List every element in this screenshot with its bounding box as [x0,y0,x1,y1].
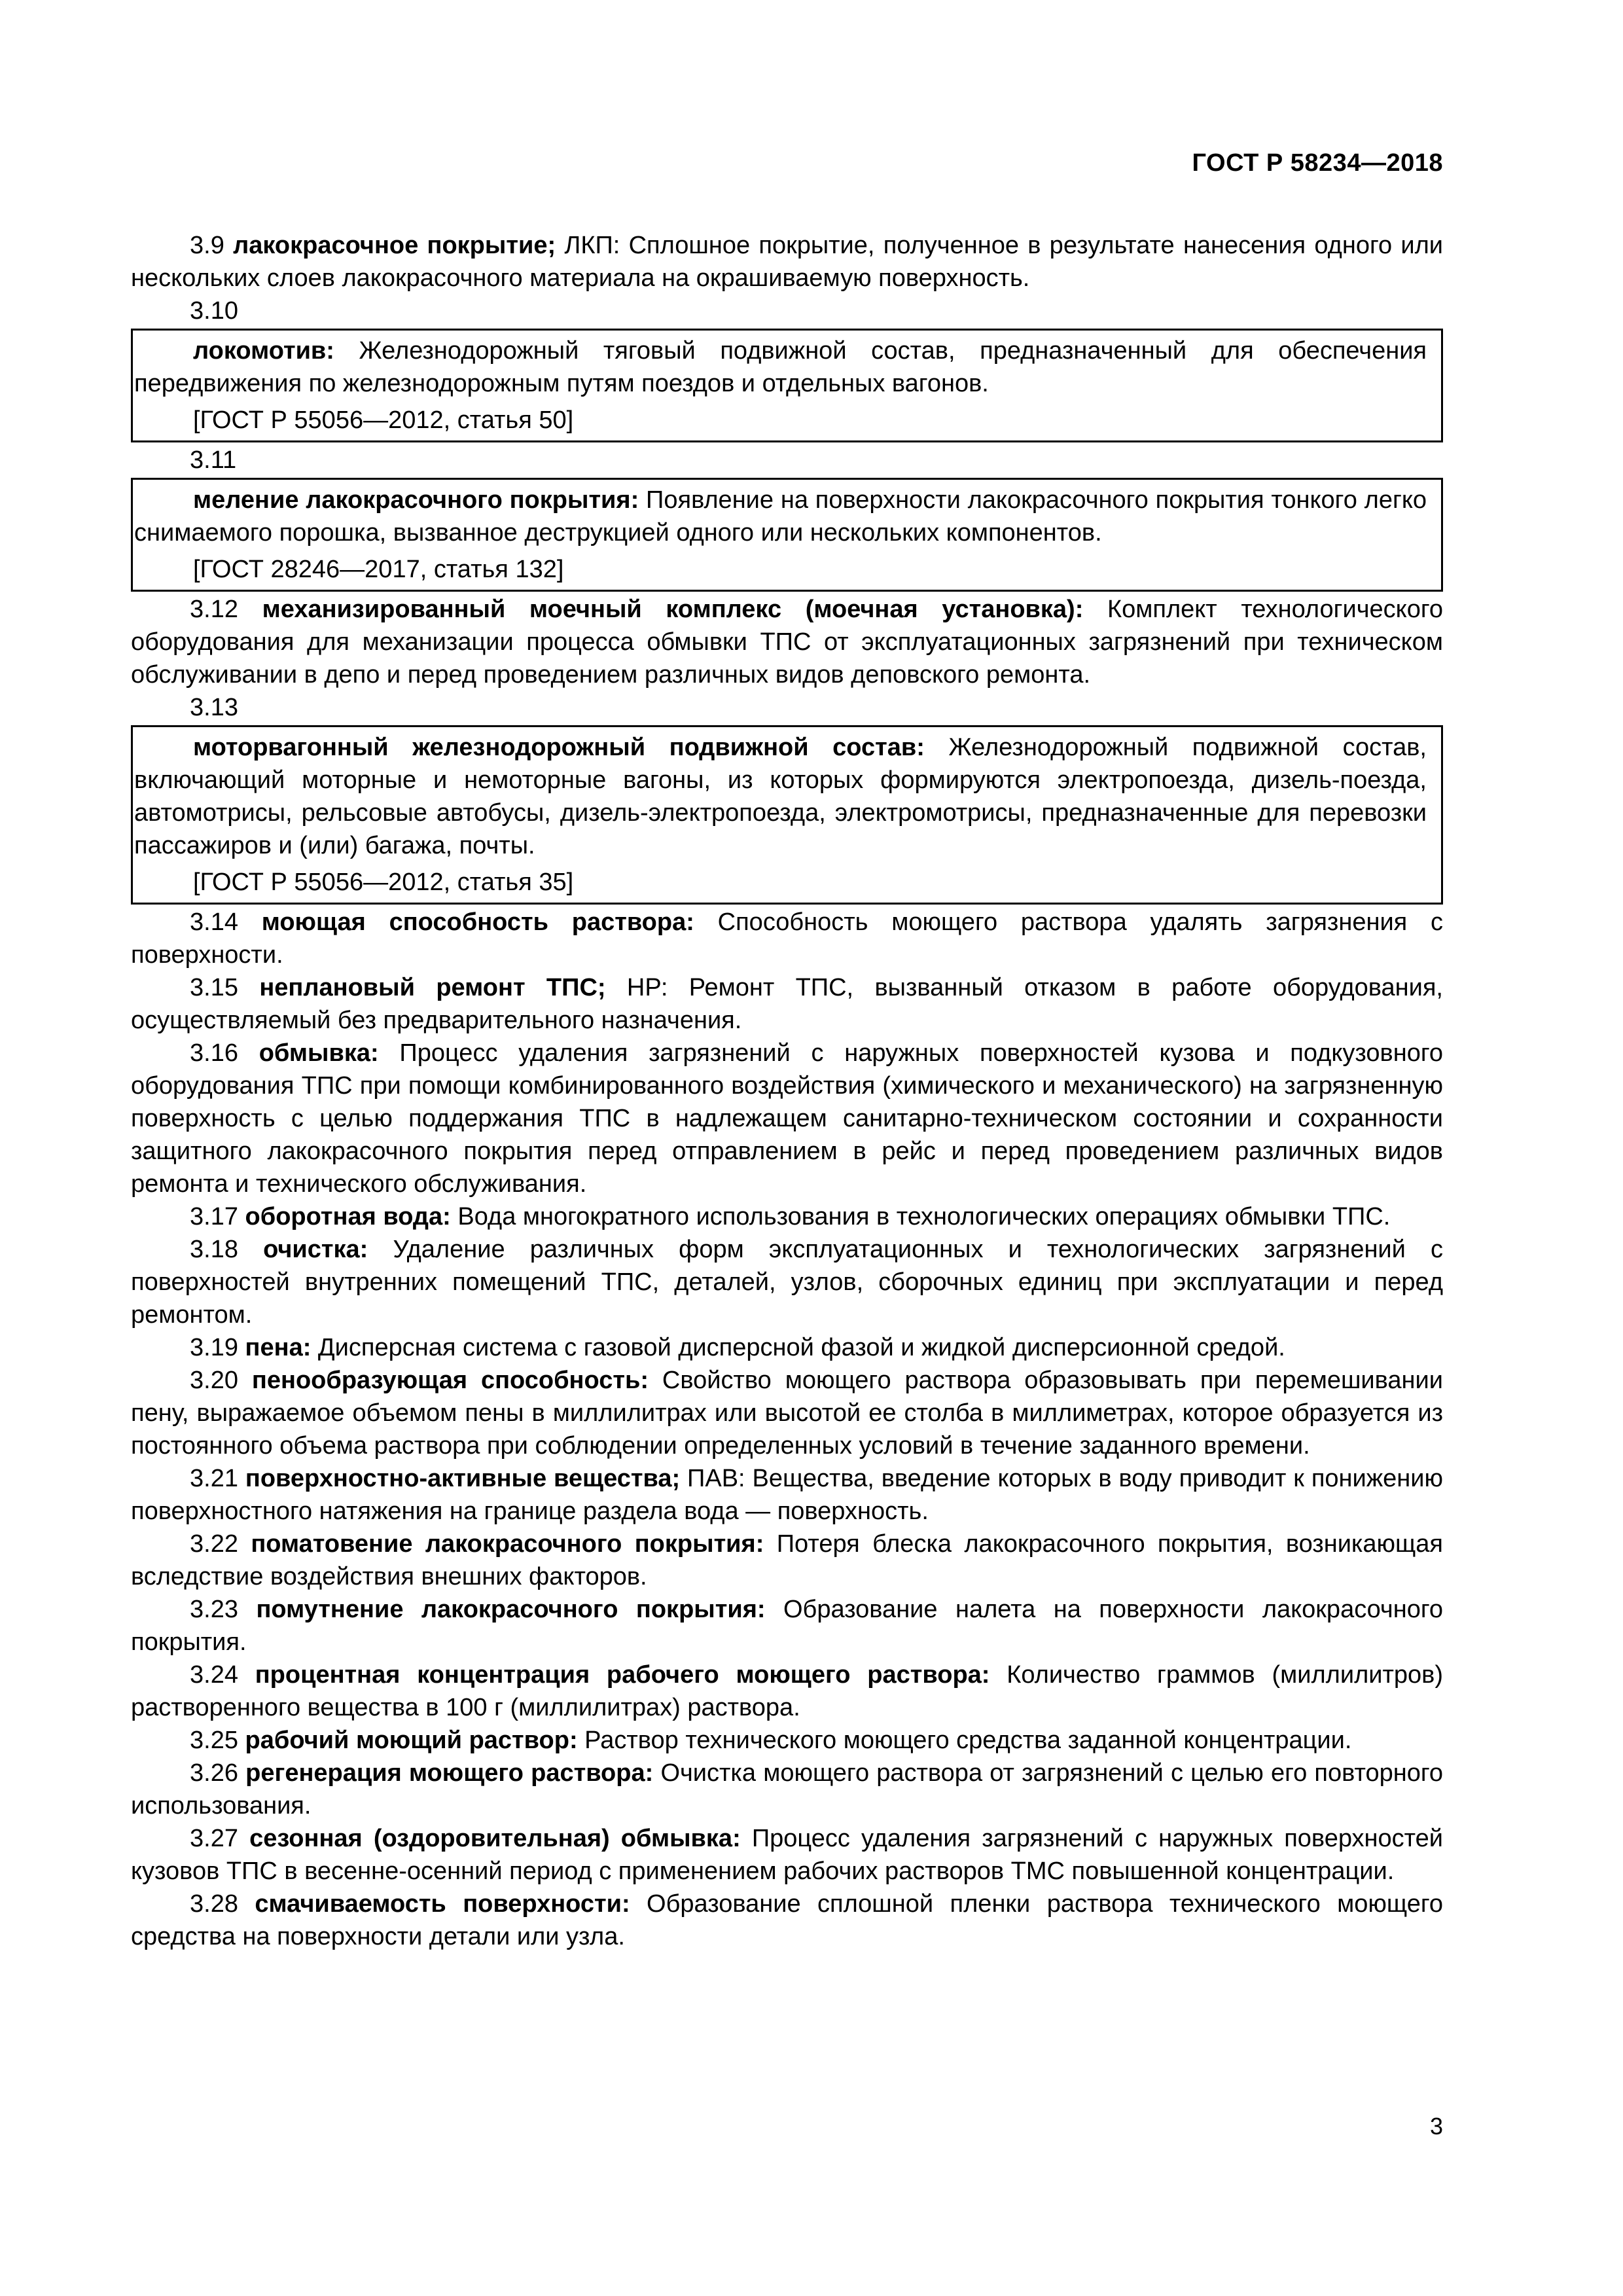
term-definition: ПАВ: Вещества, введение которых в воду приводит к понижению поверхностного натяжения на границе раздела вода — поверхность. [131,1465,1444,1525]
term-name: моторвагонный железнодорожный подвижной состав: [193,734,925,761]
term-definition: Вода многократного использования в технологических операциях обмывки ТПС. [450,1203,1391,1230]
term-entry [131,971,1443,1037]
term-name: механизированный моечный комплекс (моечная установка): [262,596,1084,623]
boxed-term-definition [131,329,1443,442]
term-number: 3.23 [190,1596,238,1623]
term-entry [131,1757,1443,1822]
term-name: неплановый ремонт ТПС; [259,974,606,1001]
term-entry [131,1593,1443,1659]
term-definition: ЛКП: Сплошное покрытие, полученное в результате нанесения одного или нескольких слоев лакокрасочного материала на окрашиваемую поверхность. [131,232,1444,292]
boxed-term-definition [131,478,1443,592]
term-definition: Образование налета на поверхности лакокрасочного покрытия. [131,1596,1444,1656]
term-definition: Появление на поверхности лакокрасочного покрытия тонкого легко снимаемого порошка, вызванное деструкцией одного или нескольких компонентов. [134,486,1427,547]
term-number: 3.15 [190,974,238,1001]
term-entry [131,906,1443,971]
term-name: очистка: [263,1236,368,1263]
term-entry-number-line [131,691,1443,724]
term-name: смачиваемость поверхности: [255,1890,630,1918]
term-definition: Раствор технического моющего средства заданной концентрации. [577,1727,1352,1754]
term-entry [131,1462,1443,1528]
term-number: 3.21 [190,1465,238,1492]
term-entry [131,1659,1443,1724]
term-number: 3.10 [190,297,238,325]
term-number: 3.26 [190,1759,238,1787]
term-number: 3.24 [190,1661,238,1689]
term-entry [131,1822,1443,1888]
term-number: 3.13 [190,694,238,721]
term-definition: Потеря блеска лакокрасочного покрытия, возникающая вследствие воздействия внешних факторов. [131,1530,1443,1590]
term-name: сезонная (оздоровительная) обмывка: [249,1825,741,1852]
term-number: 3.14 [190,908,238,936]
term-name: моющая способность раствора: [261,908,694,936]
term-entry [131,1037,1443,1200]
term-entry [131,1528,1443,1593]
term-number: 3.22 [190,1530,238,1558]
term-name: регенерация моющего раствора: [245,1759,654,1787]
term-number: 3.18 [190,1236,238,1263]
term-number: 3.28 [190,1890,238,1918]
boxed-term-definition [131,725,1443,905]
term-entry [134,334,1427,400]
term-number: 3.17 [190,1203,238,1230]
term-name: лакокрасочное покрытие; [233,232,556,259]
term-number: 3.27 [190,1825,238,1852]
term-name: поматовение лакокрасочного покрытия: [251,1530,764,1558]
term-entry [131,1888,1443,1953]
term-name: помутнение лакокрасочного покрытия: [256,1596,766,1623]
term-entry-number-line [131,295,1443,327]
term-number: 3.11 [190,446,237,474]
term-entry [134,484,1427,549]
term-definition: Образование сплошной пленки раствора технического моющего средства на поверхности детали или узла. [131,1890,1444,1950]
term-number: 3.16 [190,1039,238,1067]
terms-list [131,229,1443,1953]
term-name: процентная концентрация рабочего моющего раствора: [255,1661,990,1689]
term-number: 3.19 [190,1334,238,1361]
term-definition: Процесс удаления загрязнений с наружных поверхностей кузовов ТПС в весенне-осенний период с применением рабочих растворов ТМС повышенной концентрации. [131,1825,1443,1885]
document-header: ГОСТ Р 58234—2018 [1192,149,1443,177]
term-number: 3.9 [190,232,224,259]
term-entry [131,1364,1443,1462]
term-name: меление лакокрасочного покрытия: [193,486,639,514]
term-source-reference: [ГОСТ 28246—2017, статья 132] [193,556,564,583]
term-definition: Комплект технологического оборудования для механизации процесса обмывки ТПС от эксплуатационных загрязнений при техническом обслуживании в депо и перед проведением различных видов деповского ремонта. [131,596,1443,689]
term-entry [131,1724,1443,1757]
term-definition: Свойство моющего раствора образовывать при перемешивании пену, выражаемое объемом пены в миллилитрах или высотой ее столба в миллиметрах, которое образуется из постоянного объема раствора при соблюдении определенных условий в течение заданного времени. [131,1367,1443,1460]
term-definition: Количество граммов (миллилитров) растворенного вещества в 100 г (миллилитрах) раствора. [131,1661,1443,1721]
term-definition: НР: Ремонт ТПС, вызванный отказом в работе оборудования, осуществляемый без предварительного назначения. [131,974,1443,1034]
term-name: пенообразующая способность: [251,1367,649,1394]
term-entry [131,593,1443,691]
term-definition: Способность моющего раствора удалять загрязнения с поверхности. [131,908,1444,969]
page-number: 3 [1429,2113,1443,2140]
term-definition: Процесс удаления загрязнений с наружных поверхностей кузова и подкузовного оборудования ТПС при помощи комбинированного воздействия (химического и механического) на загрязненную поверхность с целью поддержания ТПС в надлежащем санитарно-техническом состоянии и сохранности защитного лакокрасочного покрытия перед отправлением в рейс и перед проведением различных видов ремонта и технического обслуживания. [131,1039,1443,1198]
term-name: обмывка: [259,1039,379,1067]
term-definition: Очистка моющего раствора от загрязнений с целью его повторного использования. [131,1759,1443,1820]
term-number: 3.12 [190,596,238,623]
term-definition: Дисперсная система с газовой дисперсной фазой и жидкой дисперсионной средой. [311,1334,1285,1361]
term-entry [134,731,1427,862]
term-number: 3.20 [190,1367,238,1394]
term-definition: Железнодорожный тяговый подвижной состав, предназначенный для обеспечения передвижения по железнодорожным путям поездов и отдельных вагонов. [134,337,1427,397]
term-entry [131,1233,1443,1331]
term-entry [131,1200,1443,1233]
term-name: рабочий моющий раствор: [245,1727,578,1754]
term-name: оборотная вода: [245,1203,451,1230]
term-name: поверхностно-активные вещества; [245,1465,681,1492]
term-entry [131,229,1443,295]
term-entry [131,1331,1443,1364]
term-definition: Удаление различных форм эксплуатационных и технологических загрязнений с поверхностей внутренних помещений ТПС, деталей, узлов, сборочных единиц при эксплуатации и перед ремонтом. [131,1236,1443,1329]
term-definition: Железнодорожный подвижной состав, включающий моторные и немоторные вагоны, из которых формируются электропоезда, дизель-поезда, автомотрисы, рельсовые автобусы, дизель-электропоезда, электромотрисы, предназначенные для перевозки пассажиров и (или) багажа, почты. [134,734,1427,859]
term-source-reference: [ГОСТ Р 55056—2012, статья 35] [193,869,574,896]
term-number: 3.25 [190,1727,238,1754]
term-name: локомотив: [193,337,334,365]
term-name: пена: [245,1334,312,1361]
term-source-reference: [ГОСТ Р 55056—2012, статья 50] [193,406,574,434]
term-entry-number-line [131,444,1443,476]
